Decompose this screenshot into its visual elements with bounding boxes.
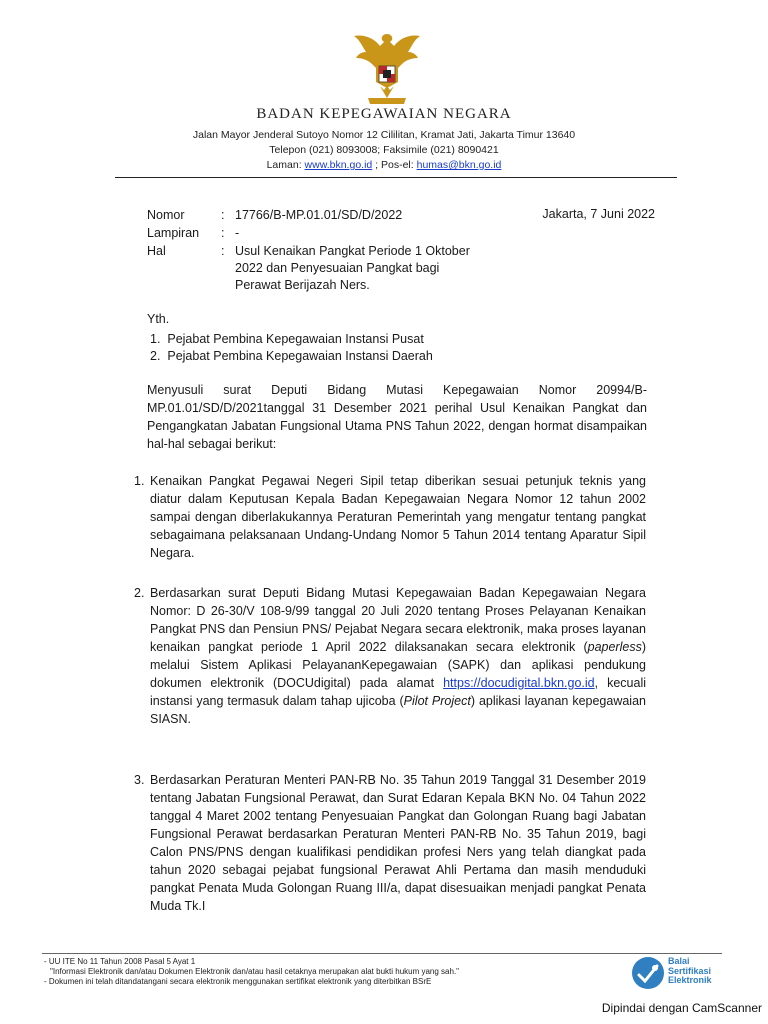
website-link[interactable]: www.bkn.go.id [304,159,373,171]
item-number: 1. [134,474,145,488]
bsre-logo-icon [630,955,666,991]
organization-name: BADAN KEPEGAWAIAN NEGARA [256,106,512,122]
contact-line [0,159,768,171]
text-segment: ) melalui Sistem Aplikasi PelayananKepegawaian (SAPK) dan aplikasi pendukung dokumen elektronik (DOCUdigital) pada alamat [150,640,646,690]
item-text [150,584,646,728]
nomor-value: 17766/B-MP.01.01/SD/D/2022 [235,208,403,222]
garuda-emblem-icon [350,28,424,108]
emphasis: Pilot Project [403,694,471,708]
hal-line: Usul Kenaikan Pangkat Periode 1 Oktober [235,244,470,258]
colon: : [221,226,225,240]
hal-label: Hal [147,244,166,258]
text-segment: , kecuali instansi yang termasuk dalam tahap ujicoba ( [150,676,647,708]
list-item [134,771,646,915]
web-label: Laman: [266,159,302,171]
bsre-line: Elektronik [668,975,712,985]
intro-paragraph: Menyusuli surat Deputi Bidang Mutasi Kepegawaian Nomor 20994/B-MP.01.01/SD/D/2021tanggal 31 Desember 2021 perihal Usul Kenaikan Pangkat dan Pengangkatan Jabatan Fungsional Utama PNS Tahun 2022, dengan hormat disampaikan hal-hal sebagai berikut: [147,383,647,451]
email-link[interactable]: humas@bkn.go.id [416,159,502,171]
recipient-item: 1. Pejabat Pembina Kepegawaian Instansi Pusat [150,332,424,346]
list-item [134,584,646,728]
camscanner-watermark: Dipindai dengan CamScanner [601,1001,762,1015]
text-segment: ) aplikasi layanan kepegawaian SIASN. [150,694,646,726]
docudigital-link[interactable]: https://docudigital.bkn.go.id [443,676,595,690]
nomor-label: Nomor [147,208,185,222]
bsre-label [668,957,712,986]
list-item [134,472,646,562]
footnote-line: - UU ITE No 11 Tahun 2008 Pasal 5 Ayat 1 [44,957,196,966]
lampiran-value: - [235,226,240,240]
item-text: Kenaikan Pangkat Pegawai Negeri Sipil tetap diberikan sesuai petunjuk teknis yang diatur dalam Keputusan Kepala Badan Kepegawaian Negara Nomor 12 tahun 2002 sampai dengan diberlakukannya Peraturan Pemerintah yang mengatur tentang pangkat sebagaimana pelaksanaan Undang-Undang Nomor 5 Tahun 2014 tentang Aparatur Sipil Negara. [150,474,646,560]
footer-divider [42,953,722,954]
recipient-item: 2. Pejabat Pembina Kepegawaian Instansi Daerah [150,349,433,363]
phone-line: Telepon (021) 8093008; Faksimile (021) 8090421 [269,144,499,156]
text-segment: Berdasarkan surat Deputi Bidang Mutasi Kepegawaian Badan Kepegawaian Negara Nomor: D 26-30/V 108-9/99 tanggal 20 Juli 2020 tentang Proses Pelayanan Kenaikan Pangkat PNS dan Pensiun PNS/ Pejabat Negara secara elektronik, maka proses layanan kenaikan pangkat periode 1 April 2022 dilaksanakan secara elektronik ( [150,586,646,654]
footnote-line: "Informasi Elektronik dan/atau Dokumen Elektronik dan/atau hasil cetaknya merupakan alat bukti hukum yang sah." [50,967,460,976]
item-number: 2. [134,586,145,600]
email-label: ; Pos-el: [375,159,414,171]
emphasis: paperless [587,640,642,654]
bsre-line: Sertifikasi [668,965,712,976]
item-text: Berdasarkan Peraturan Menteri PAN-RB No. 35 Tahun 2019 Tanggal 31 Desember 2019 tentang Jabatan Fungsional Perawat, dan Surat Edaran Kepala BKN No. 04 Tahun 2022 tanggal 4 Maret 2002 tentang Penyesuaian Pangkat dan Golongan Ruang bagi Jabatan Fungsional Perawat berdasarkan Peraturan Menteri PAN-RB No. 35 Tahun 2019, bagi Calon PNS/PNS dengan kualifikasi pendidikan profesi Ners yang telah diangkat pada tahun 2020 sebagai pejabat fungsional Perawat Ahli Pertama dan masih menduduki pangkat Penata Muda Golongan Ruang III/a, dapat disesuaikan menjadi pangkat Penata Muda Tk.I [150,773,646,913]
colon: : [221,208,225,222]
hal-line: 2022 dan Penyesuaian Pangkat bagi [235,261,440,275]
bsre-line: Balai [668,956,690,966]
letter-date: Jakarta, 7 Juni 2022 [542,207,655,221]
letterhead-divider [115,177,677,178]
colon: : [221,244,225,258]
footnote-line: - Dokumen ini telah ditandatangani secara elektronik menggunakan sertifikat elektronik yang diterbitkan BSrE [44,977,432,986]
item-number: 3. [134,773,145,787]
lampiran-label: Lampiran [147,226,200,240]
address-line: Jalan Mayor Jenderal Sutoyo Nomor 12 Cililitan, Kramat Jati, Jakarta Timur 13640 [192,129,576,141]
hal-line: Perawat Berijazah Ners. [235,278,370,292]
yth: Yth. [147,312,170,326]
